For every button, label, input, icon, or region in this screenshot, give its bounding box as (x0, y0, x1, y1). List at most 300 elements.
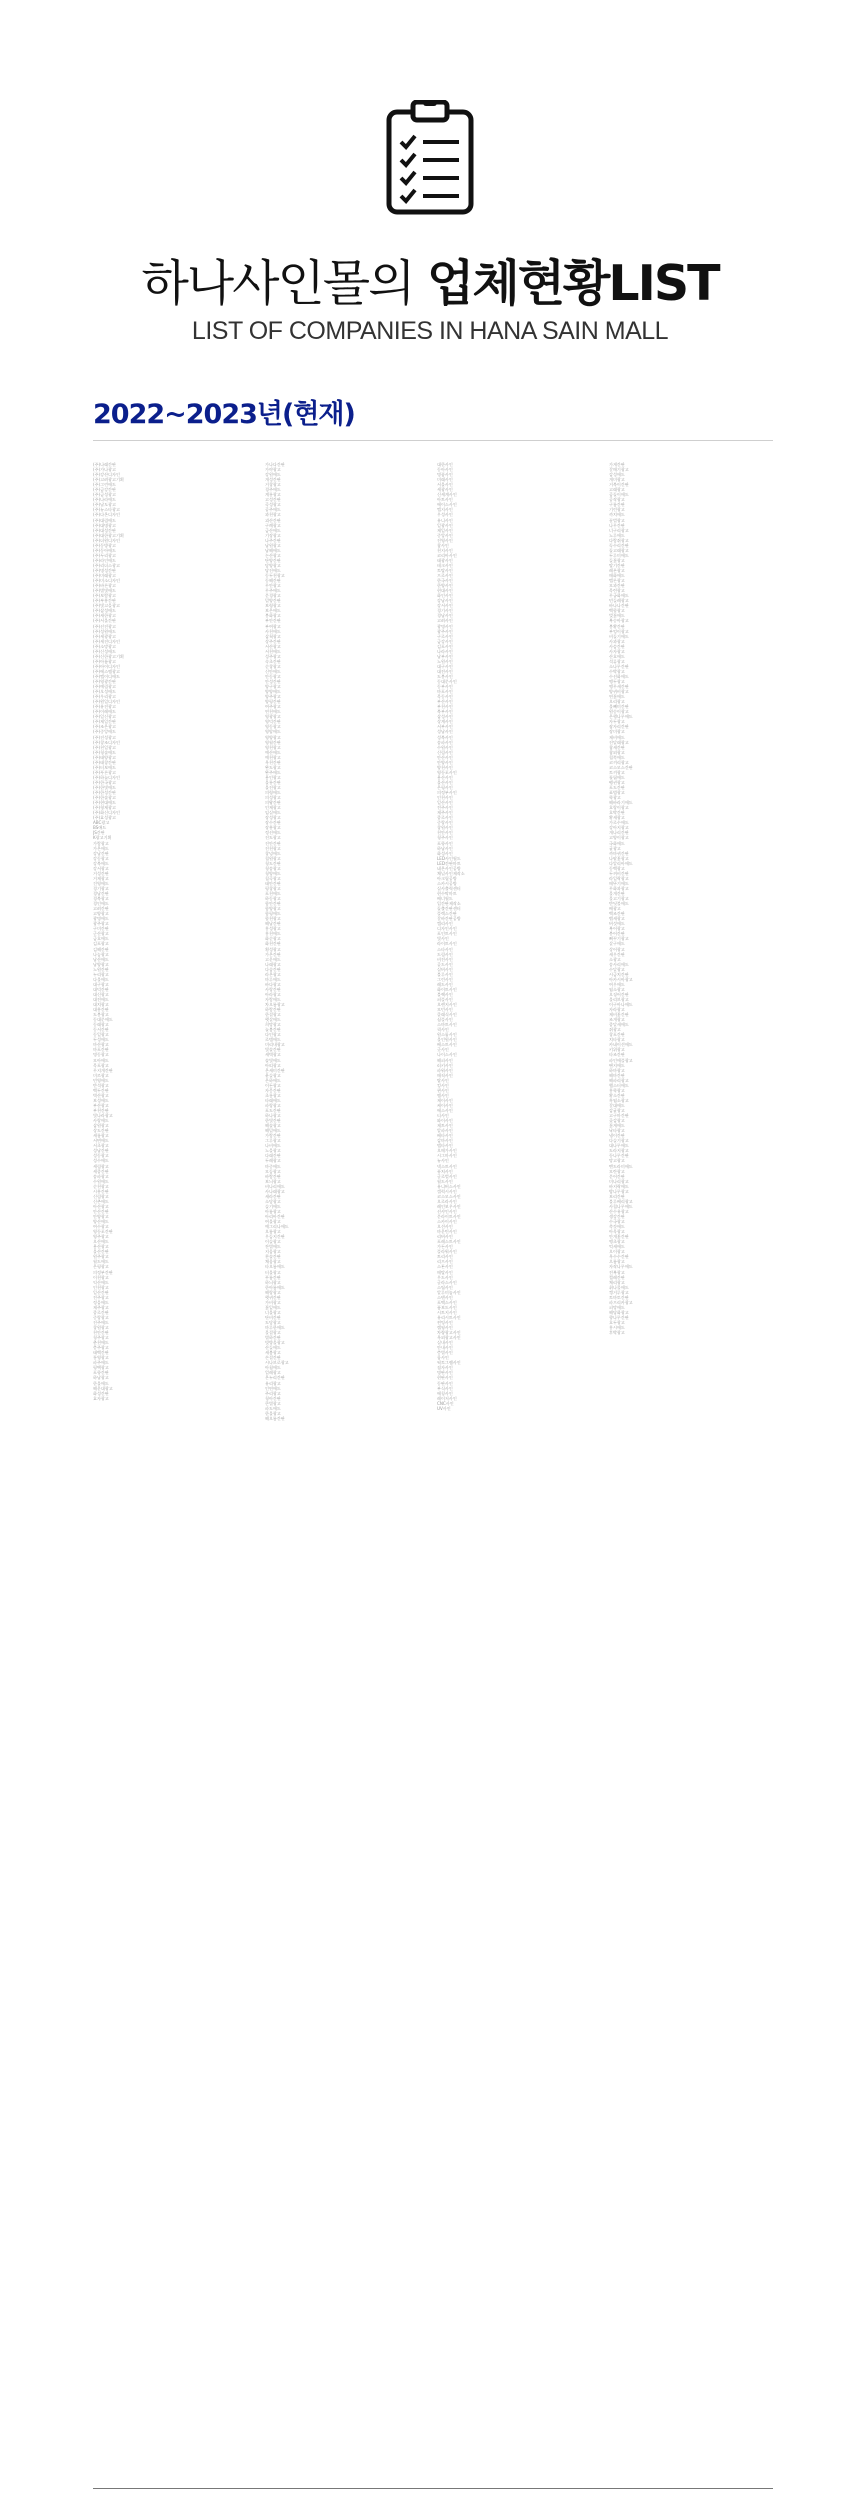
company-list-item: 서부사인 (437, 724, 453, 730)
company-list-item: 태안간판 (265, 880, 281, 886)
company-list-item: 은평광고 (93, 1264, 109, 1270)
company-list-item: 용산사인 (437, 774, 453, 780)
company-list-item: 염소광고 (609, 986, 625, 992)
company-list-item: 반석광고 (93, 1082, 109, 1088)
company-list-item: 마루애드 (265, 976, 281, 982)
company-list-item: 멜론광고 (609, 578, 625, 584)
company-list-item: 비전사인 (437, 956, 453, 962)
company-list-item: 태광사인 (437, 557, 453, 563)
company-list-item: 퍼플사인 (437, 996, 453, 1002)
company-list-item: 고구마간판 (609, 1113, 629, 1119)
company-list-item: 감마사인 (437, 1138, 453, 1144)
company-list-item: 평택광고 (93, 1365, 109, 1371)
company-list-item: 로뎀애드 (265, 1037, 281, 1043)
company-list-item: 신림광고 (93, 1193, 109, 1199)
company-list-item: 새벽광고 (265, 1052, 281, 1058)
company-list-item: 나래광고 (265, 961, 281, 967)
company-list-item: 대신광고 (93, 991, 109, 997)
company-list-item: 무안광고 (265, 583, 281, 589)
company-list-item: 해피사인 (437, 1057, 453, 1063)
company-list-item: 양귀비광고 (609, 689, 629, 695)
company-list-item: 치타광고 (609, 1037, 625, 1043)
company-list-item: JS간판 (93, 830, 105, 836)
company-list-item: 새우간판 (609, 951, 625, 957)
company-list-item: 큰별광고 (265, 1400, 281, 1406)
divider (93, 440, 773, 441)
company-list-item: (주)라인애드 (93, 557, 116, 563)
company-list-item: 광주사인 (437, 628, 453, 634)
company-list-item: 매직사인 (437, 1072, 453, 1078)
company-list-item: 홍시애드 (609, 1325, 625, 1331)
company-list-item: (주)한국광고 (93, 779, 116, 785)
company-list-item: 매화애드 (609, 573, 625, 579)
company-list-item: 고양광고 (93, 911, 109, 917)
company-list-item: 서산광고 (265, 643, 281, 649)
page-title (0, 245, 860, 315)
company-list-item: 곰돌이애드 (609, 492, 629, 498)
company-list-item: 국화애드 (609, 840, 625, 846)
company-list-item: 구미간판 (93, 926, 109, 932)
company-list-item: 팬지애드 (609, 1062, 625, 1068)
company-list-item: 아라광고 (265, 991, 281, 997)
company-list-item: 청주광고 (93, 1335, 109, 1341)
company-list-item: 부여광고 (265, 623, 281, 629)
company-list-item: 종달새애드 (609, 1022, 629, 1028)
company-list-item: 에스사인 (437, 1108, 453, 1113)
company-list-item: 현대사인 (437, 588, 453, 594)
company-list-item: 모란광고 (609, 1168, 625, 1174)
company-list-item: 독수리간판 (609, 542, 629, 548)
company-column-1 (93, 462, 263, 2467)
company-list-item: 구로사인 (437, 633, 453, 639)
company-list-item: 수박광고 (609, 668, 625, 674)
company-list-item: K광고기획 (93, 835, 112, 841)
company-list-item: 횡성광고 (265, 946, 281, 952)
company-list-item: (주)유진광고 (93, 704, 116, 710)
company-list-item: 경기광고 (93, 885, 109, 891)
company-list-item: 골드사인 (437, 961, 453, 967)
company-list-item: 강남간판 (93, 850, 109, 856)
company-list-item: 포인트사인 (437, 931, 457, 937)
company-list-item: 청도간판 (265, 860, 281, 866)
company-list-item: 앵두광고 (609, 679, 625, 685)
company-list-item: 늘봄간판 (265, 1027, 281, 1033)
company-list-item: 아트사인 (437, 497, 453, 503)
company-list-item: 카네이션애드 (609, 1042, 633, 1048)
company-list-item: (주)세진디자인 (93, 638, 120, 644)
company-list-item: 소광고 (609, 956, 621, 962)
company-list-item: 원주광고 (93, 1254, 109, 1260)
company-list-item: 영암애드 (265, 729, 281, 735)
company-list-item: 오션사인 (437, 1224, 453, 1230)
company-list-item: 썬팅사인 (437, 1319, 453, 1325)
company-list-item: (주)강산디자인 (93, 472, 120, 478)
company-list-item: 나이스사인 (437, 1052, 457, 1058)
company-list-item: 동래광고 (93, 1022, 109, 1028)
company-list-item: 물결광고 (265, 1330, 281, 1336)
company-list-item: 붕어간판 (609, 931, 625, 937)
company-list-item: 우드사인 (437, 1274, 453, 1280)
company-list-item: 바지락애드 (609, 1183, 629, 1189)
page-title-light: 하나사인몰의 (141, 255, 428, 312)
company-list-item: (주)제일간판 (93, 719, 116, 725)
company-list-item: 체리광고 (609, 1279, 625, 1285)
company-list-item: 무주애드 (265, 588, 281, 594)
company-list-item: 코스모스간판 (609, 764, 633, 770)
company-list-item: 명품사인 (437, 472, 453, 478)
company-list-item: 경남간판 (93, 890, 109, 896)
company-list-item: 가든사인 (437, 1244, 453, 1250)
company-list-item: (주)신성애드 (93, 648, 116, 654)
company-list-item: 강남사인 (437, 598, 453, 604)
company-list-item: 이구아나애드 (609, 1002, 633, 1008)
company-list-item: 은행나무애드 (609, 714, 633, 720)
company-list-item: 신림사인 (437, 749, 453, 755)
company-list-item: 모과간판 (609, 583, 625, 589)
company-list-item: 중랑광고 (93, 1314, 109, 1320)
company-list-item: 찬솔간판 (265, 1254, 281, 1260)
company-list-item: 낙타광고 (609, 1128, 625, 1134)
company-list-item: 곡성광고 (265, 502, 281, 508)
company-list-item: 청아간판 (265, 1395, 281, 1401)
company-list-item: 아카시아광고 (609, 976, 633, 982)
company-list-item: 나비애드 (265, 1143, 281, 1149)
company-list-item: 해솔광고 (265, 1123, 281, 1129)
company-list-item: 쑥갓애드 (609, 1224, 625, 1230)
company-list-item: 민들레광고 (609, 598, 629, 604)
company-list-item: 세광사인 (437, 487, 453, 493)
company-list-item: 함안간판 (265, 901, 281, 907)
company-list-item: 보은애드 (265, 608, 281, 614)
page-title-bold: 업체현황LIST (427, 255, 719, 312)
company-list-item: 장성광고 (265, 815, 281, 821)
company-list-item: 현수막마트 (437, 890, 457, 896)
company-list-item: 스카이사인 (437, 1219, 457, 1225)
company-list-item: 제비꽃간판 (609, 1012, 629, 1018)
company-list-item: 다올애드 (93, 976, 109, 982)
company-list-item: (주)영광간판 (93, 679, 116, 685)
company-column-2 (265, 462, 435, 2467)
company-list-item: 디자인사인 (437, 926, 457, 932)
company-list-item: 햇살애드 (265, 1017, 281, 1023)
company-list-item: 꽃잎애드 (265, 1304, 281, 1310)
company-list-item: 천지사인 (437, 547, 453, 553)
company-list-item: 동해간판 (265, 578, 281, 584)
company-list-item: 넥스트사인 (437, 1163, 457, 1169)
company-list-item: 성남간판 (93, 1148, 109, 1154)
company-list-item: 앵무새간판 (609, 684, 629, 690)
company-list-item: (주)가나광고 (93, 467, 116, 473)
company-list-item: 고려사인 (437, 618, 453, 624)
company-list-item: 대구광고 (93, 981, 109, 987)
company-list-item: 스톤사인 (437, 1264, 453, 1270)
company-list-item: 유리시트사인 (437, 1314, 461, 1320)
company-list-item: (주)아름광고 (93, 658, 116, 664)
company-list-item: 무지개간판 (93, 1067, 113, 1073)
company-list-item: 토탈사인 (437, 567, 453, 573)
company-list-item: 양양애드 (265, 689, 281, 695)
company-list-item: 인천사인 (437, 795, 453, 801)
company-list-item: 새라간판 (265, 1193, 281, 1199)
company-list-item: 들꽃광고 (609, 557, 625, 563)
company-list-item: 동일광고 (93, 1032, 109, 1038)
company-list-item: 스텐사인 (437, 1294, 453, 1300)
company-list-item: 천안간판 (93, 1330, 109, 1336)
company-list-item: 네온사인공방 (437, 865, 461, 871)
company-list-item: 미나리광고 (609, 1178, 629, 1184)
company-list-item: (주)청솔애드 (93, 749, 116, 755)
company-list-item: 부식사인 (437, 1385, 453, 1391)
company-list-item: 꿀벌광고 (609, 517, 625, 523)
company-list-item: 산들애드 (265, 1345, 281, 1351)
company-list-item: (주)그린애드 (93, 482, 116, 488)
company-list-item: 마운틴사인 (437, 1229, 457, 1235)
company-list-item: 배광고 (609, 906, 621, 912)
company-list-item: 서천애드 (265, 648, 281, 654)
company-list-item: 수원사인 (437, 744, 453, 750)
company-list-item: 잔별애드 (265, 1244, 281, 1250)
company-list-item: (주)동아애드 (93, 547, 116, 553)
company-list-item: 완도광고 (265, 764, 281, 770)
company-list-item: 희망광고 (265, 1022, 281, 1028)
company-list-item: 정읍애드 (93, 1299, 109, 1305)
company-list-item: 파주애드 (93, 1360, 109, 1366)
company-list-item: (주)진성광고 (93, 734, 116, 740)
company-list-item: 타조간판 (609, 1052, 625, 1058)
company-list-item: 동부사인 (437, 684, 453, 690)
company-list-item: 폼보드사인 (437, 1304, 457, 1310)
company-list-item: (주)나래간판 (93, 462, 116, 467)
company-list-item: 두루미애드 (609, 552, 629, 558)
company-list-item: 소나무간판 (609, 663, 629, 669)
company-list-item: 한양사인 (437, 583, 453, 589)
company-list-item: 거성간판 (93, 870, 109, 876)
company-list-item: 아름광고 (265, 1208, 281, 1214)
company-list-item: 에칭사인 (437, 1390, 453, 1396)
company-list-item: 코스모스사인 (437, 1193, 461, 1199)
company-list-item: 감성애드 (609, 472, 625, 478)
company-list-item: 기린광고 (609, 507, 625, 513)
company-list-item: 글로벌사인 (437, 1173, 457, 1179)
company-list-item: 고양이광고 (609, 835, 629, 841)
company-list-item: 참외광고 (609, 749, 625, 755)
company-list-item: 진달래광고 (609, 739, 629, 745)
company-list-item: (주)한솔광고 (93, 795, 116, 801)
company-list-item: 목동사인 (437, 694, 453, 700)
company-list (93, 462, 783, 2467)
company-list-item: 스마트사인 (437, 1022, 457, 1028)
company-list-item: (주)금성광고 (93, 492, 116, 498)
company-list-item: 퓨처사인 (437, 1168, 453, 1174)
company-list-item: 알루미늄사인 (437, 1289, 461, 1295)
company-list-item: 의성광고 (265, 795, 281, 801)
company-list-item: 대나무애드 (609, 1143, 629, 1149)
company-list-item: 상어광고 (609, 946, 625, 952)
company-list-item: 라온광고 (265, 971, 281, 977)
company-list-item: 유니버스사인 (437, 1183, 461, 1189)
company-list-item: 김해간판 (93, 946, 109, 952)
company-list-item: 갈대애드 (609, 1102, 625, 1108)
company-list-item: (주)삼성애드 (93, 608, 116, 614)
company-list-item: 명판사인 (437, 1370, 453, 1376)
company-list-item: 철원광고 (265, 855, 281, 861)
company-list-item: (주)형제광고 (93, 805, 116, 811)
company-list-item: 현판사인 (437, 1375, 453, 1381)
company-list-item: 백두간판 (93, 1087, 109, 1093)
company-list-item: 너구리광고 (609, 527, 629, 533)
company-list-item: 빗방울광고 (265, 1340, 285, 1346)
company-list-item: 안산간판 (93, 1208, 109, 1214)
company-list-item: (주)바른광고 (93, 583, 116, 589)
company-list-item: 동대문사인 (437, 679, 457, 685)
company-list-item: 평창광고 (265, 885, 281, 891)
company-list-item: (주)빛고을광고 (93, 603, 120, 609)
company-list-item: 튤립애드 (609, 774, 625, 780)
company-list-item: 대덕간판 (93, 986, 109, 992)
company-list-item: 펭귄광고 (609, 779, 625, 785)
company-list-item: (주)대한광고기획 (93, 532, 124, 538)
company-list-item: 픽토그램사인 (437, 1360, 461, 1366)
company-list-item: 의정부사인 (437, 790, 457, 796)
company-list-item: (주)푸른광고 (93, 769, 116, 775)
company-list-item: 쥐광고 (609, 1027, 621, 1033)
company-list-item: 전복광고 (609, 1269, 625, 1275)
company-list-item: 가야광고 (265, 467, 281, 473)
company-list-item: 태백간판 (93, 1350, 109, 1356)
company-list-item: 울릉간판 (265, 779, 281, 785)
company-list-item: 강북애드 (93, 860, 109, 866)
company-list-item: 김포광고 (93, 941, 109, 947)
company-list-item: 무화과광고 (609, 885, 629, 891)
company-list-item: 순창광고 (265, 663, 281, 669)
company-list-item: 우성사인 (437, 512, 453, 518)
company-list-item: 햇귀간판 (265, 1294, 281, 1300)
company-list-item: 울산사인 (437, 779, 453, 785)
company-list-item: 다알리아애드 (609, 860, 633, 866)
company-list-item: 보성애드 (93, 1097, 109, 1103)
company-list-item: 순천광고 (93, 1183, 109, 1189)
company-list-item: 무궁화애드 (609, 593, 629, 599)
company-list-item: 도라지광고 (609, 1148, 629, 1154)
company-list-item: (주)동방광고 (93, 542, 116, 548)
company-list-item: 파프리카광고 (609, 1299, 633, 1305)
company-list-item: 신세계사인 (437, 492, 457, 498)
company-list-item: 사나래광고 (265, 1188, 285, 1194)
company-list-item: 배너월드 (437, 896, 453, 902)
company-list-item: (주)터보애드 (93, 764, 116, 770)
company-list-item: 홍성광고 (265, 926, 281, 932)
company-list-item: (주)대성간판 (93, 527, 116, 533)
company-list-item: 익산애드 (93, 1279, 109, 1285)
company-list-item: 송파광고 (93, 1173, 109, 1179)
company-list-item: 하동광고 (265, 896, 281, 902)
company-list-item: (주)서울간판 (93, 618, 116, 624)
company-list-item: 진천광고 (265, 845, 281, 851)
page-subtitle: LIST OF COMPANIES IN HANA SAIN MALL (191, 317, 669, 345)
company-list-item: 차량광고사인 (437, 1330, 461, 1336)
company-list-item: 모아애드 (93, 1057, 109, 1063)
company-list-item: 도담광고 (265, 1319, 281, 1325)
company-list-item: 문어간판 (609, 1173, 625, 1179)
company-list-item: 해운대광고 (93, 1385, 113, 1391)
company-list-item: 전주광고 (93, 1294, 109, 1300)
company-list-item: 스타사인 (437, 946, 453, 952)
company-list-item: 대흥간판 (93, 1007, 109, 1013)
company-list-item: 금호애드 (93, 936, 109, 942)
company-list-item: 참사인 (437, 542, 449, 548)
company-list-item: 리버사인 (437, 1234, 453, 1240)
company-list-item: 경인애드 (93, 901, 109, 907)
company-list-item: 갈바간판공방 (437, 916, 461, 922)
company-list-item: 메뚜기애드 (609, 880, 629, 886)
company-list-item: 솔빛애드 (265, 1057, 281, 1063)
company-list-item: 남해애드 (265, 547, 281, 553)
company-list-item: 노루애드 (609, 532, 625, 538)
company-list-item: 군산광고 (93, 931, 109, 937)
company-list-item: 햄스터애드 (609, 1082, 629, 1088)
company-list-item: 사천애드 (265, 628, 281, 634)
company-list-item: 뱁새광고 (609, 916, 625, 922)
company-list-item: 해남간판 (265, 921, 281, 927)
company-list-item: 이천광고 (93, 1274, 109, 1280)
company-list-item: (주)한성간판 (93, 790, 116, 796)
company-list-item: 시트지사인 (437, 1309, 457, 1315)
company-list-item: 효자광고 (93, 1395, 109, 1401)
company-list-item: 타오름애드 (265, 1264, 285, 1270)
company-list-item: 완주애드 (265, 769, 281, 775)
company-list-item: 동서간판 (93, 1027, 109, 1033)
company-list-item: (주)별빛애드 (93, 588, 116, 594)
company-list-item: 호두광고 (609, 1319, 625, 1325)
company-list-item: 송사리애드 (609, 961, 629, 967)
company-list-item: 창원광고 (93, 1325, 109, 1331)
company-list-item: 진영사인 (437, 537, 453, 543)
company-list-item: 하남광고 (93, 1375, 109, 1381)
company-list-item: 안동광고 (265, 673, 281, 679)
company-list-item: (주)예림광고 (93, 684, 116, 690)
company-list-item: 아리아간판 (265, 1213, 285, 1219)
company-list-item: 사과광고 (609, 638, 625, 644)
company-list-item: 오로라사인 (437, 1198, 457, 1204)
company-list-item: 공작광고 (609, 497, 625, 503)
company-list-item: 인천광고 (93, 1284, 109, 1290)
company-list-item: 해마간판 (609, 1072, 625, 1078)
company-list-item: 냉이간판 (609, 1133, 625, 1139)
company-list-item: 월드사인 (437, 1178, 453, 1184)
company-list-item: 동판사인 (437, 1380, 453, 1386)
company-list-item: 티사인 (437, 1113, 449, 1119)
company-list-item: 화인사인 (437, 593, 453, 599)
company-list-item: 봉화광고 (265, 613, 281, 619)
company-list-item: (주)엘이디애드 (93, 673, 120, 679)
company-list-item: 남원광고 (265, 542, 281, 548)
company-list-item: 메탈사인 (437, 1269, 453, 1275)
company-list-item: 포천애드 (265, 890, 281, 896)
company-list-item: 부산광고 (93, 1102, 109, 1108)
clipboard-checklist-icon (385, 100, 475, 216)
company-list-item: 강아지광고 (609, 825, 629, 831)
company-list-item: 푸름간판 (265, 1274, 281, 1280)
company-list-item: 층별사인 (437, 1350, 453, 1356)
company-list-item: 미래사인 (437, 477, 453, 483)
company-list-item: 청주사인 (437, 835, 453, 841)
company-list-item: 올리브광고 (609, 996, 629, 1002)
company-list-item: 안양사인 (437, 759, 453, 765)
company-list-item: 파인애플광고 (609, 1057, 633, 1063)
company-list-item: 엠사인 (437, 1092, 449, 1098)
company-list-item: 양주광고 (265, 694, 281, 700)
company-list-item: 하나광고 (265, 1113, 281, 1119)
